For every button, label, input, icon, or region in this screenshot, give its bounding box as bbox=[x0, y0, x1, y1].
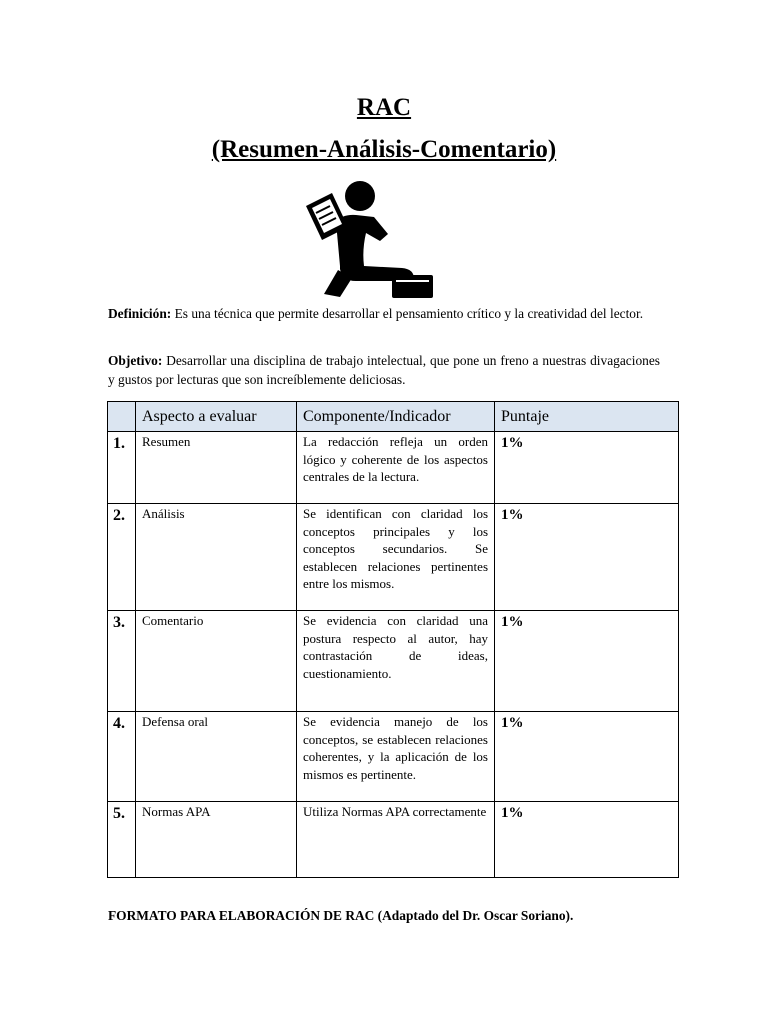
row-score: 1% bbox=[495, 432, 679, 504]
row-number: 4. bbox=[108, 712, 136, 802]
row-indicator: Utiliza Normas APA correctamente bbox=[297, 802, 495, 878]
row-aspect: Normas APA bbox=[136, 802, 297, 878]
definition-label: Definición: bbox=[108, 306, 172, 321]
objective-paragraph bbox=[108, 351, 660, 389]
definition-paragraph bbox=[108, 304, 660, 323]
rubric-table bbox=[107, 401, 679, 878]
row-aspect: Análisis bbox=[136, 504, 297, 611]
header-aspect: Aspecto a evaluar bbox=[136, 402, 297, 432]
document-subtitle: (Resumen-Análisis-Comentario) bbox=[211, 136, 557, 163]
table-row bbox=[108, 611, 679, 712]
row-score: 1% bbox=[495, 504, 679, 611]
header-number bbox=[108, 402, 136, 432]
table-row bbox=[108, 802, 679, 878]
header-indicator: Componente/Indicador bbox=[297, 402, 495, 432]
row-number: 2. bbox=[108, 504, 136, 611]
row-aspect: Defensa oral bbox=[136, 712, 297, 802]
person-reading-icon bbox=[302, 178, 436, 300]
row-score: 1% bbox=[495, 712, 679, 802]
row-aspect: Comentario bbox=[136, 611, 297, 712]
table-row bbox=[108, 712, 679, 802]
table-row bbox=[108, 432, 679, 504]
objective-label: Objetivo: bbox=[108, 353, 163, 368]
row-number: 3. bbox=[108, 611, 136, 712]
row-indicator: Se evidencia con claridad una postura respecto al autor, hay contrastación de ideas, cuestionamiento. bbox=[297, 611, 495, 712]
format-footer: FORMATO PARA ELABORACIÓN DE RAC (Adaptado del Dr. Oscar Soriano). bbox=[108, 908, 574, 923]
row-indicator: Se evidencia manejo de los conceptos, se establecen relaciones coherentes, y la aplicación de los mismos es pertinente. bbox=[297, 712, 495, 802]
document-title: RAC bbox=[356, 94, 412, 121]
table-header-row bbox=[108, 402, 679, 432]
row-indicator: La redacción refleja un orden lógico y coherente de los aspectos centrales de la lectura. bbox=[297, 432, 495, 504]
row-indicator: Se identifican con claridad los conceptos principales y los conceptos secundarios. Se establecen relaciones pertinentes entre los mismos. bbox=[297, 504, 495, 611]
definition-text: Es una técnica que permite desarrollar el pensamiento crítico y la creatividad del lector. bbox=[174, 306, 644, 321]
row-number: 5. bbox=[108, 802, 136, 878]
table-row bbox=[108, 504, 679, 611]
row-score: 1% bbox=[495, 802, 679, 878]
row-score: 1% bbox=[495, 611, 679, 712]
objective-text: Desarrollar una disciplina de trabajo intelectual, que pone un freno a nuestras divagaciones y gustos por lecturas que son increíblemente deliciosas. bbox=[108, 353, 660, 387]
header-score: Puntaje bbox=[495, 402, 679, 432]
row-aspect: Resumen bbox=[136, 432, 297, 504]
row-number: 1. bbox=[108, 432, 136, 504]
